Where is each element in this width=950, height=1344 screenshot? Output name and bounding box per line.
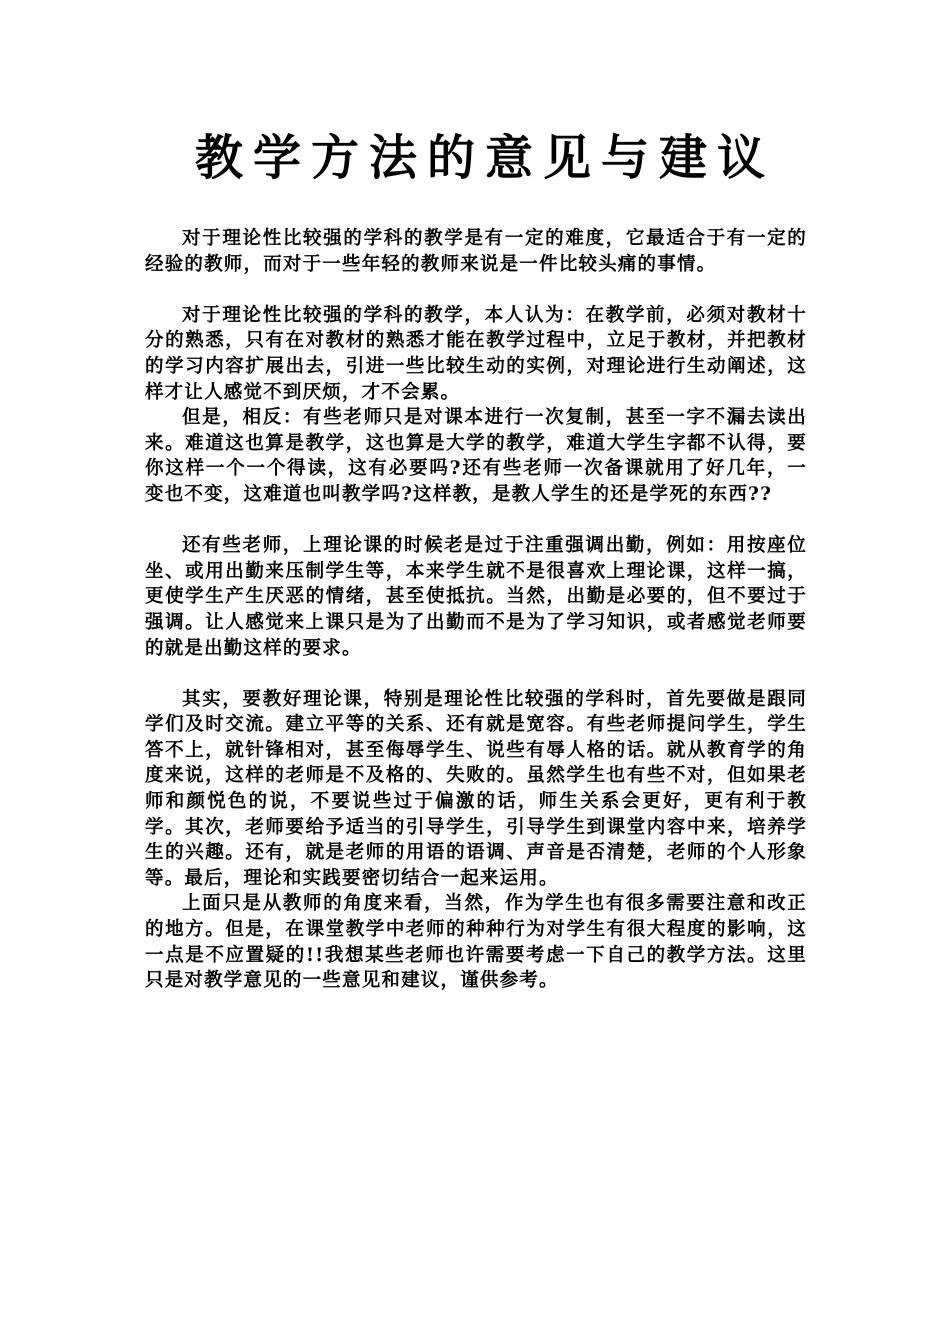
- paragraph: 但是，相反：有些老师只是对课本进行一次复制，甚至一字不漏去读出来。难道这也算是教学，这也算是大学的教学，难道大学生字都不认得，要你这样一个一个得读，这有必要吗?还有些老师一次备课就用了好几年，一变也不变，这难道也叫教学吗?这样教，是教人学生的还是学死的东西??: [145, 407, 807, 505]
- paragraph: 还有些老师，上理论课的时候老是过于注重强调出勤，例如：用按座位坐、或用出勤来压制学生等，本来学生就不是很喜欢上理论课，这样一搞，更使学生产生厌恶的情绪，甚至使抵抗。当然，出勤是必要的，但不要过于强调。让人感觉来上课只是为了出勤而不是为了学习知识，或者感觉老师要的就是出勤这样的要求。: [145, 535, 807, 659]
- paragraph-spacer: [145, 508, 807, 534]
- paragraph: 上面只是从教师的角度来看，当然，作为学生也有很多需要注意和改正的地方。但是，在课堂教学中老师的种种行为对学生有很大程度的影响，这一点是不应置疑的!!我想某些老师也许需要考虑一下自己的教学方法。这里只是对教学意见的一些意见和建议，谨供参考。: [145, 893, 807, 992]
- paragraph-spacer: [145, 661, 807, 687]
- paragraph: 其实，要教好理论课，特别是理论性比较强的学科时，首先要做是跟同学们及时交流。建立平等的关系、还有就是宽容。有些老师提问学生，学生答不上，就针锋相对，甚至侮辱学生、说些有辱人格的话。就从教育学的角度来说，这样的老师是不及格的、失败的。虽然学生也有些不对，但如果老师和颜悦色的说，不要说些过于偏激的话，师生关系会更好，更有利于教学。其次，老师要给予适当的引导学生，引导学生到课堂内容中来，培养学生的兴趣。还有，就是老师的用语的语调、声音是否清楚，老师的个人形象等。最后，理论和实践要密切结合一起来运用。: [145, 688, 807, 889]
- paragraph: 对于理论性比较强的学科的教学，本人认为：在教学前，必须对教材十分的熟悉，只有在对教材的熟悉才能在教学过程中，立足于教材，并把教材的学习内容扩展出去，引进一些比较生动的实例，对理论进行生动阐述，这样才让人感觉不到厌烦，才不会累。: [145, 304, 807, 403]
- document-body: [145, 226, 807, 994]
- paragraph: 对于理论性比较强的学科的教学是有一定的难度，它最适合于有一定的经验的教师，而对于一些年轻的教师来说是一件比较头痛的事情。: [145, 228, 807, 275]
- document-title: 教学方法的意见与建议: [194, 130, 775, 186]
- paragraph-spacer: [145, 277, 807, 303]
